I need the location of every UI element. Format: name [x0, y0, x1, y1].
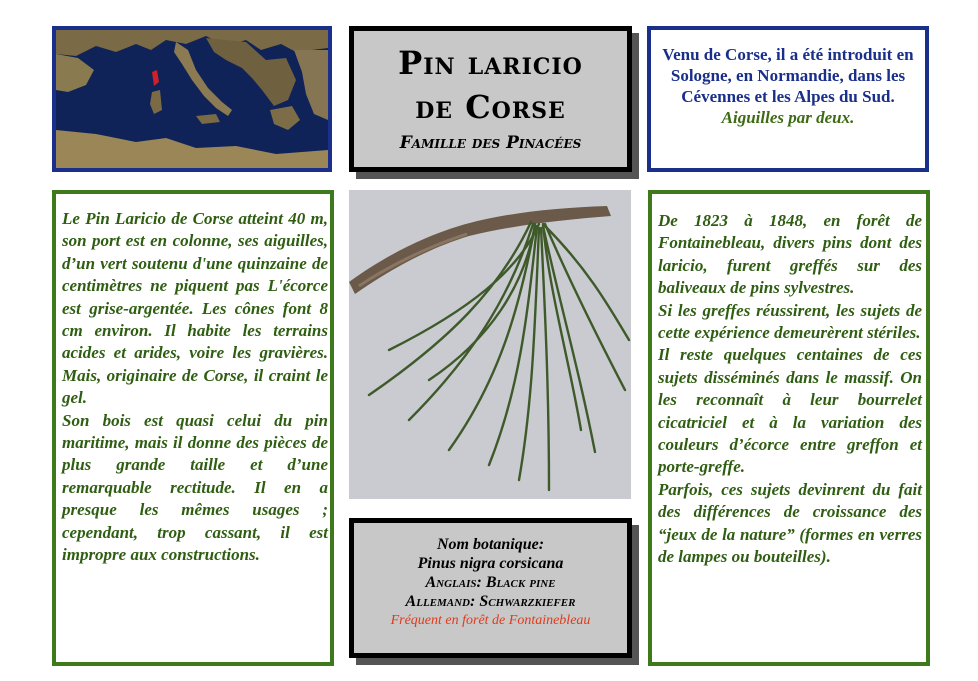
mediterranean-map: [52, 26, 332, 172]
family-subtitle: Famille des Pinacées: [399, 133, 582, 153]
german-name: Allemand: Schwarzkiefer: [405, 593, 576, 610]
history-paragraph-3: Il reste quelques centaines de ces sujets disséminés dans le massif. On les reconnaît à leur bourrelet cicatriciel et à la variation des couleurs d’écorce entre greffon et porte-greffe.: [658, 345, 922, 477]
history-paragraph-2: Si les greffes réussirent, les sujets de cette expérience demeurèrent stériles.: [658, 300, 922, 343]
latin-name: Pinus nigra corsicana: [417, 555, 564, 572]
fontainebleau-note: Fréquent en forêt de Fontainebleau: [390, 613, 591, 628]
intro-text: Venu de Corse, il a été introduit en Sologne, en Normandie, dans les Cévennes et les Alpes du Sud.: [662, 45, 914, 106]
botanic-panel: [349, 518, 632, 658]
english-name: Anglais: Black pine: [425, 574, 556, 591]
description-paragraph-1: Le Pin Laricio de Corse atteint 40 m, son port est en colonne, ses aiguilles, d’un vert soutenu d'une quinzaine de centimètres ne piquent pas L'écorce est grise-argentée. Les cônes font 8 cm environ. Il habite les terrains acides et arides, voire les gravières. Mais, originaire de Corse, il craint le gel.: [62, 209, 328, 408]
botanic-label: Nom botanique:: [436, 536, 545, 553]
title-line-2: de Corse: [415, 88, 566, 126]
title-panel: [349, 26, 632, 172]
history-panel: [648, 190, 930, 666]
pine-branch-photo: [349, 190, 631, 499]
history-paragraph-1: De 1823 à 1848, en forêt de Fontainebleau, divers pins dont des laricio, furent greffés sur des baliveaux de pins sylvestres.: [658, 211, 922, 298]
description-panel: [52, 190, 334, 666]
title-line-1: Pin laricio: [398, 44, 583, 82]
history-paragraph-4: Parfois, ces sujets devinrent du fait des différences de croissance des “jeux de la nature” (formes en verres de lampes ou bouteilles).: [658, 479, 922, 567]
description-paragraph-2: Son bois est quasi celui du pin maritime, mais il donne des pièces de plus grande taille et d’une remarquable rectitude. Il en a presque les mêmes usages ; cependant, trop cassant, il est impropre aux constructions.: [62, 410, 328, 565]
intro-note: Aiguilles par deux.: [721, 108, 855, 127]
intro-panel: [647, 26, 929, 172]
